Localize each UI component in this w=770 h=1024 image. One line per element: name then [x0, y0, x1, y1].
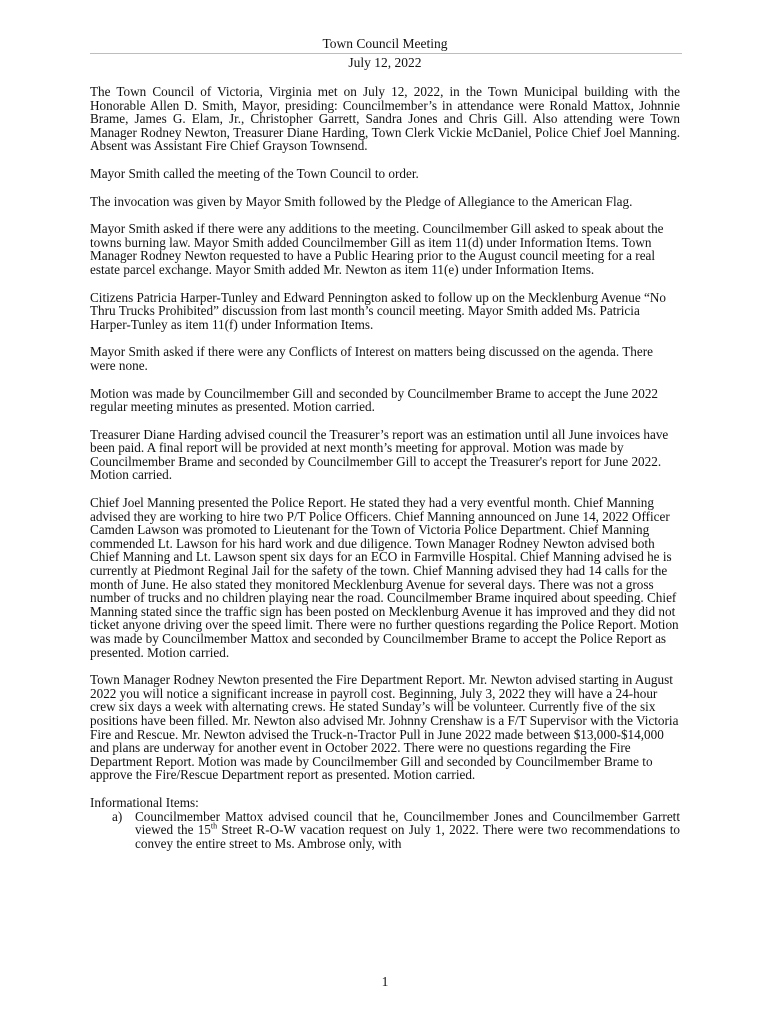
paragraph-conflicts: Mayor Smith asked if there were any Conflicts of Interest on matters being discussed on the agenda. There were none. [90, 344, 653, 373]
paragraph-invocation: The invocation was given by Mayor Smith followed by the Pledge of Allegiance to the American Flag. [90, 193, 633, 209]
paragraph-additions: Mayor Smith asked if there were any additions to the meeting. Councilmember Gill asked to speak about the towns burning law. Mayor Smith added Councilmember Gill as item 11(d) under Information Items. Town Manager Rodney Newton requested to have a Public Hearing prior to the August council meeting for a real estate parcel exchange. Mayor Smith added Mr. Newton as item 11(e) under Information Items. [90, 221, 664, 277]
header-divider [90, 53, 682, 54]
paragraph-minutes-motion: Motion was made by Councilmember Gill and seconded by Councilmember Brame to accept the June 2022 regular meeting minutes as presented. Motion carried. [90, 385, 659, 415]
meeting-date: July 12, 2022 [348, 55, 422, 70]
paragraph-citizens: Citizens Patricia Harper-Tunley and Edward Pennington asked to follow up on the Mecklenburg Avenue “No Thru Trucks Prohibited” discussion from last month’s council meeting. Mayor Smith added Ms. Patricia Harper-Tunley as item 11(f) under Information Items. [90, 289, 666, 332]
paragraph-treasurer-report: Treasurer Diane Harding advised council the Treasurer’s report was an estimation until all June invoices have been paid. A final report will be provided at next month’s meeting for approval. Motion was made by Councilmember Brame and seconded by Councilmember Gill to accept the Treasurer's report for June 2022. Motion carried. [90, 426, 669, 483]
list-item-text-end: Street R-O-W vacation request on July 1, 2022. There were two recommendations to convey the entire street to Ms. Ambrose only, with [135, 822, 680, 851]
paragraph-police-report: Chief Joel Manning presented the Police Report. He stated they had a very eventful month. Chief Manning advised they are working to hire two P/T Police Officers. Chief Manning announced on June 14, 2022 Officer Camden Lawson was promoted to Lieutenant for the Town of Victoria Police Department. Chief Manning commended Lt. Lawson for his hard work and due diligence. Town Manager Rodney Newton advised both Chief Manning and Lt. Lawson spent six days for an ECO in Farmville Hospital. Chief Manning advised he is currently at Piedmont Reginal Jail for the safety of the town. Chief Manning advised they had 14 calls for the month of June. He also stated they monitored Mecklenburg Avenue for several days. There was not a gross number of trucks and no children playing near the road. Councilmember Brame inquired about speeding. Chief Manning stated since the traffic sign has been posted on Mecklenburg Avenue it has improved and they did not ticket anyone driving over the speed limit. There were no further questions regarding the Police Report. Motion was made by Councilmember Mattox and seconded by Councilmember Brame to accept the Police Report as presented. Motion carried. [90, 495, 679, 660]
page-number: 1 [381, 974, 389, 989]
minutes-body [90, 85, 680, 850]
paragraph-fire-report: Town Manager Rodney Newton presented the Fire Department Report. Mr. Newton advised starting in August 2022 you will notice a significant increase in payroll cost. Beginning, July 3, 2022 they will have a 24-hour crew six days a week with alternating crews. He stated Sunday’s will be volunteer. Currently five of the six positions have been filled. Mr. Newton also advised Mr. Johnny Crenshaw is a F/T Supervisor with the Victoria Fire and Rescue. Mr. Newton advised the Truck-n-Tractor Pull in June 2022 made between $13,000-$14,000 and plans are underway for another event in October 2022. There were no questions regarding the Fire Department Report. Motion was made by Councilmember Gill and seconded by Councilmember Brame to approve the Fire/Rescue Department report as presented. Motion carried. [90, 672, 679, 783]
paragraph-attendance: The Town Council of Victoria, Virginia met on July 12, 2022, in the Town Municipal building with the Honorable Allen D. Smith, Mayor, presiding: Councilmember’s in attendance were Ronald Mattox, Johnnie Brame, James G. Elam, Jr., Christopher Garrett, Sandra Jones and Chris Gill. Also attending were Town Manager Rodney Newton, Treasurer Diane Harding, Town Clerk Vickie McDaniel, Police Chief Joel Manning. Absent was Assistant Fire Chief Grayson Townsend. [90, 84, 680, 154]
list-item-text-start: Councilmember Mattox advised council that he, Councilmember Jones and Councilmember Garrett viewed the 15 [135, 808, 680, 838]
ordinal-superscript: th [210, 821, 218, 831]
informational-items-list [90, 810, 680, 851]
informational-items-heading: Informational Items: [90, 794, 199, 810]
paragraph-call-to-order: Mayor Smith called the meeting of the Town Council to order. [90, 165, 419, 181]
list-item-marker: a) [112, 808, 123, 824]
list-item [90, 810, 680, 851]
document-title: Town Council Meeting [322, 36, 448, 51]
